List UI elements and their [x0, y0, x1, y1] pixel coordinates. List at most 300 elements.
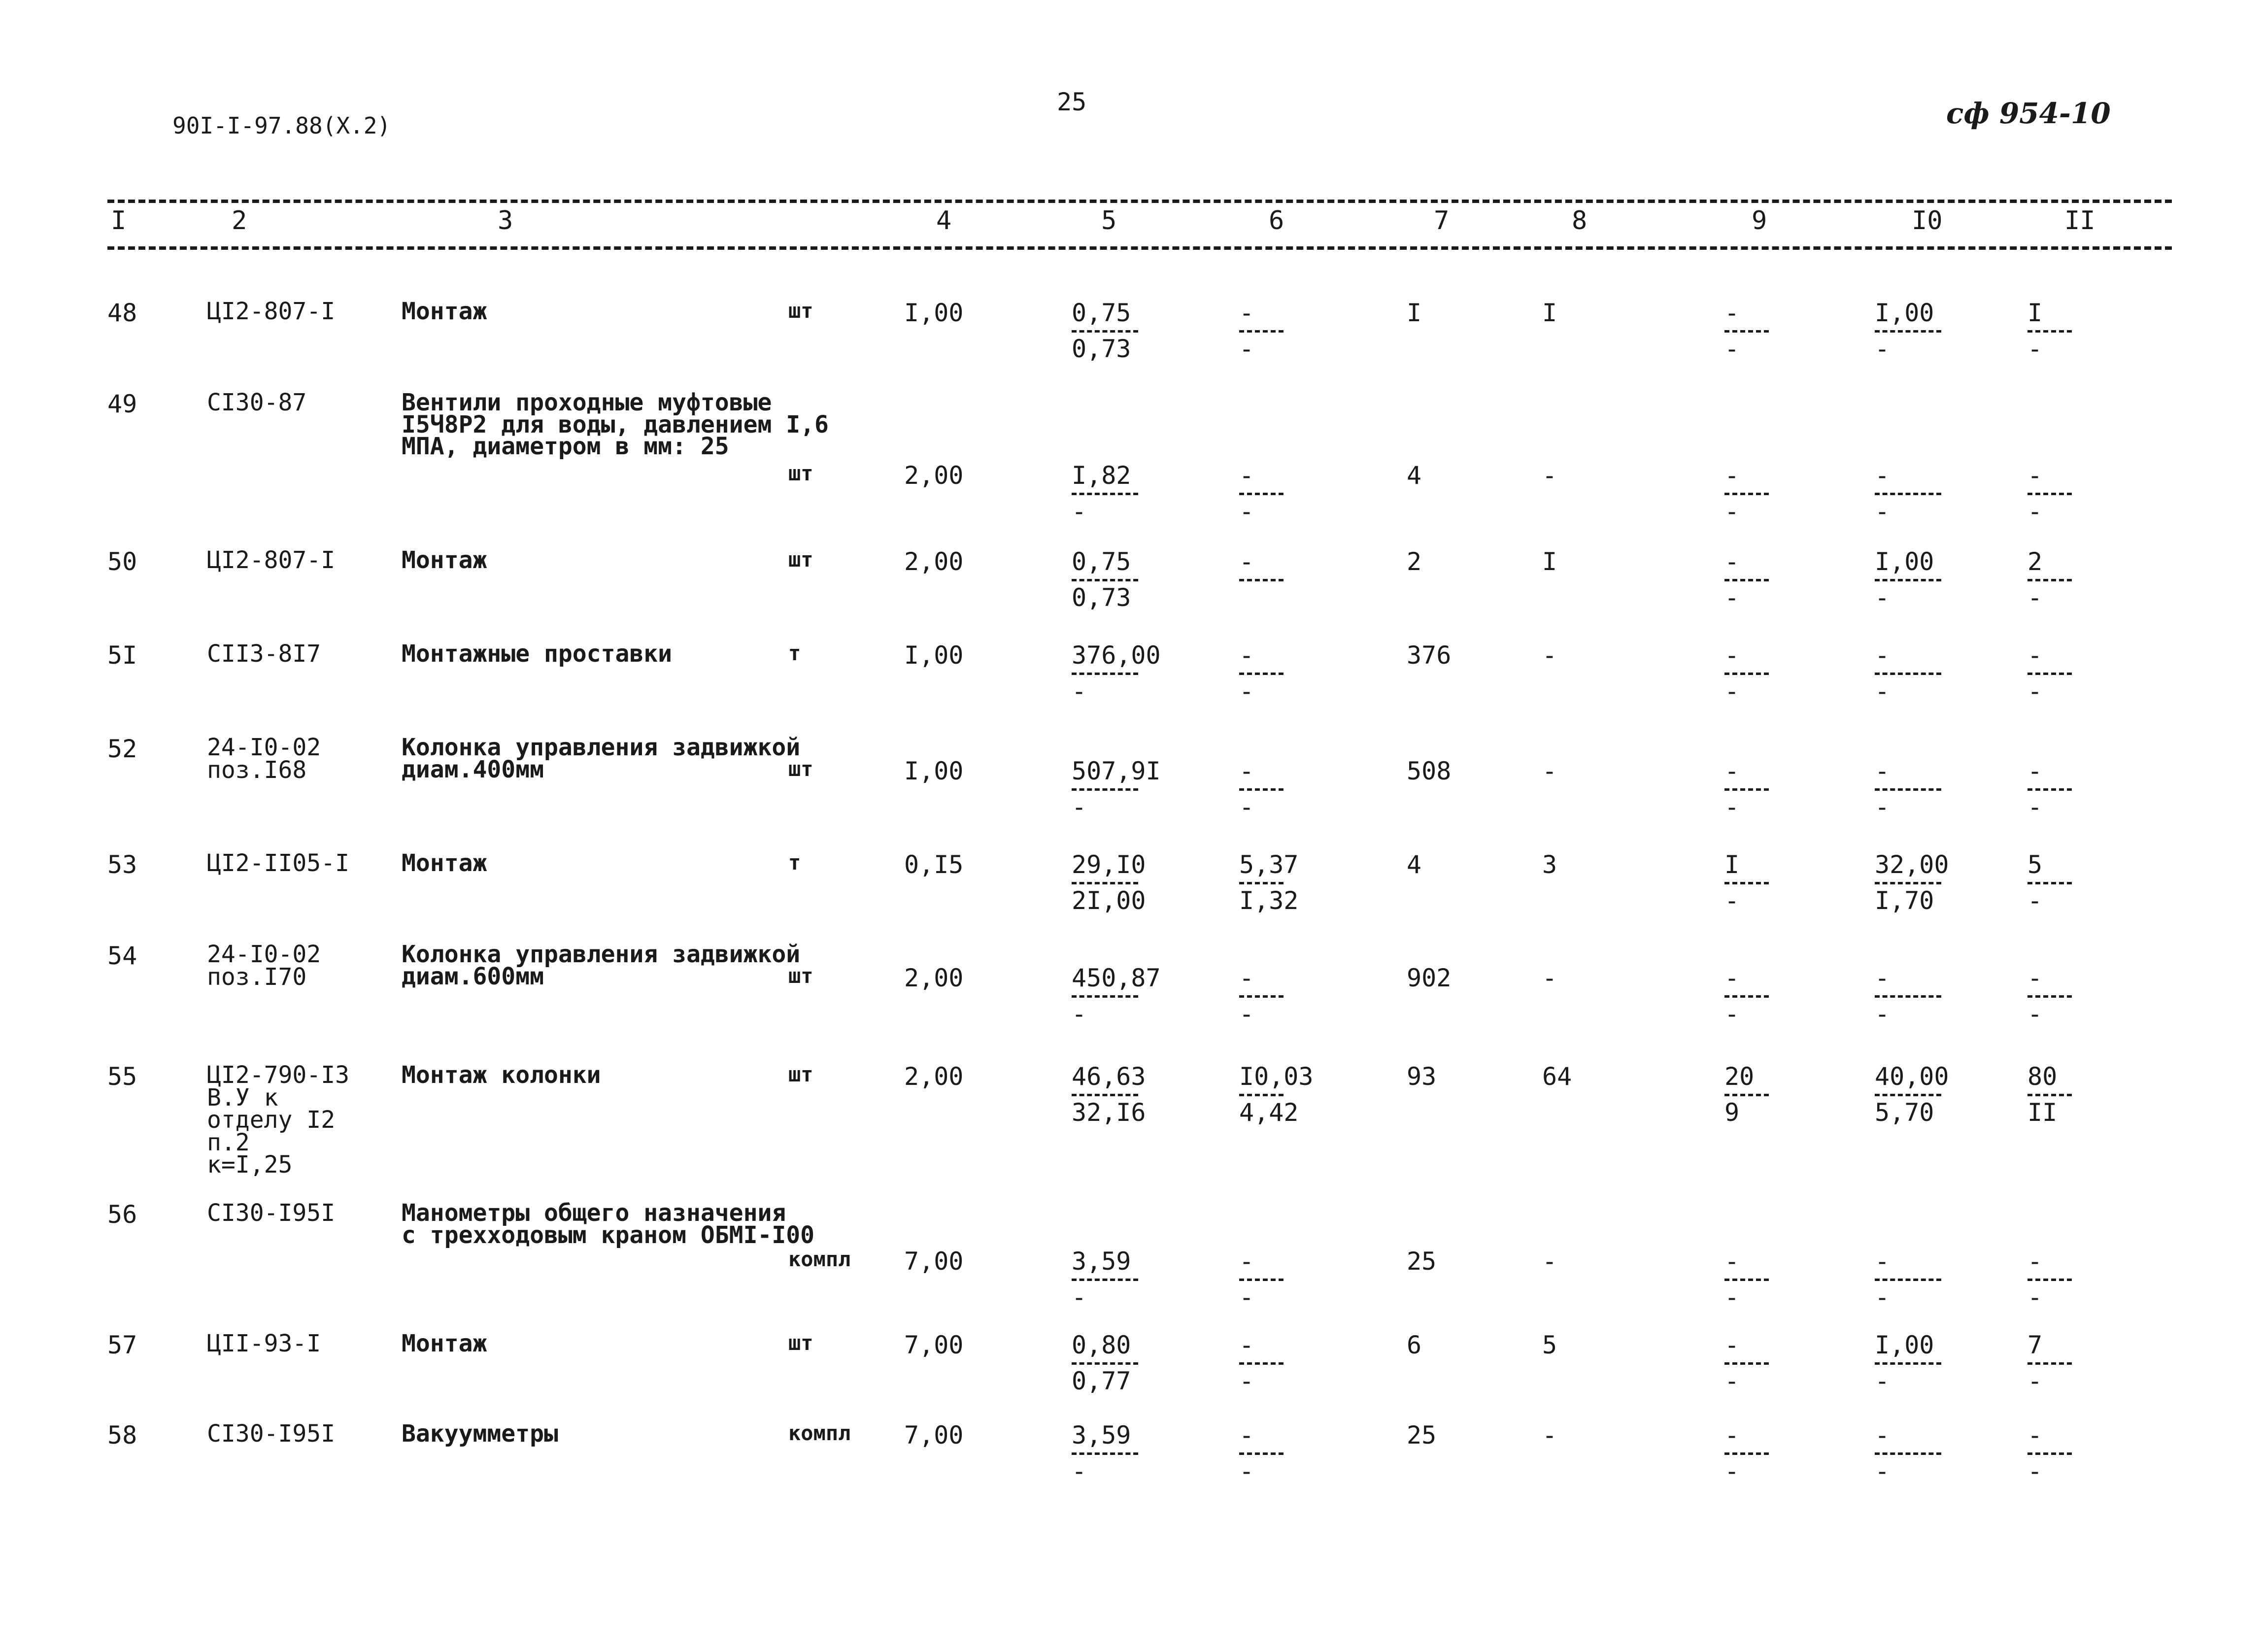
total-cost: 4: [1407, 461, 1422, 490]
labor-hours: [1875, 463, 1988, 524]
total-cost: 25: [1407, 1247, 1437, 1276]
unit-of-measure: шт: [788, 757, 813, 781]
labor-hours-denominator: -: [1875, 1367, 1890, 1395]
labor-hours: [1875, 1249, 1988, 1310]
labor-total-numerator: I: [2027, 299, 2043, 327]
labor-hours-denominator: -: [1875, 1283, 1890, 1312]
labor-total: [2027, 549, 2141, 610]
work-description: Монтаж: [402, 1330, 487, 1357]
price-code: ЦI2-807-I: [207, 298, 336, 325]
labor-total: [2027, 1064, 2141, 1125]
labor-total: [2027, 966, 2141, 1026]
labor-hours-denominator: -: [1875, 497, 1890, 526]
labor-cost: 5: [1542, 1331, 1557, 1359]
unit-of-measure: шт: [788, 964, 813, 988]
labor-cost: I: [1542, 547, 1557, 576]
unit-of-measure: т: [788, 850, 801, 875]
handwritten-stamp: сф 954-10: [1946, 97, 2111, 130]
machine-total-fraction-line: [1724, 788, 1769, 791]
labor-total: [2027, 301, 2141, 361]
machine-total-fraction-line: [1724, 1362, 1769, 1365]
machine-cost-denominator: -: [1239, 335, 1254, 363]
labor-hours-numerator: -: [1875, 964, 1890, 992]
machine-cost-denominator: -: [1239, 1283, 1254, 1312]
labor-hours-denominator: -: [1875, 335, 1890, 363]
column-number: 2: [232, 206, 247, 236]
unit-cost-numerator: 3,59: [1072, 1421, 1131, 1450]
machine-cost-numerator: I0,03: [1239, 1062, 1314, 1091]
labor-hours-denominator: -: [1875, 1000, 1890, 1028]
labor-hours: [1875, 549, 1988, 610]
quantity: 7,00: [904, 1421, 964, 1450]
labor-hours-fraction-line: [1875, 1094, 1941, 1096]
unit-cost: [1072, 1064, 1185, 1125]
labor-cost: -: [1542, 461, 1557, 490]
machine-total: [1724, 643, 1838, 704]
total-cost: 2: [1407, 547, 1422, 576]
machine-cost-fraction-line: [1239, 882, 1283, 884]
unit-of-measure: шт: [788, 547, 813, 572]
machine-total: [1724, 301, 1838, 361]
labor-hours: [1875, 643, 1988, 704]
labor-cost: -: [1542, 641, 1557, 670]
machine-total: [1724, 852, 1838, 913]
page-number: 25: [1057, 88, 1087, 116]
machine-cost-denominator: I,32: [1239, 886, 1299, 915]
work-description: Монтаж: [402, 298, 487, 325]
machine-cost-denominator: -: [1239, 793, 1254, 821]
column-number: I0: [1912, 206, 1943, 236]
unit-cost-fraction-line: [1072, 1452, 1138, 1455]
unit-cost-numerator: 46,63: [1072, 1062, 1146, 1091]
column-number: 9: [1752, 206, 1767, 236]
total-cost: 902: [1407, 964, 1452, 992]
labor-hours-numerator: -: [1875, 641, 1890, 670]
unit-cost-numerator: 3,59: [1072, 1247, 1131, 1276]
unit-cost: [1072, 1423, 1185, 1483]
unit-of-measure: компл: [788, 1421, 851, 1445]
machine-total-denominator: -: [1724, 497, 1740, 526]
labor-total-numerator: -: [2027, 964, 2043, 992]
unit-cost-fraction-line: [1072, 330, 1138, 333]
total-cost: 4: [1407, 850, 1422, 879]
machine-cost: [1239, 759, 1352, 819]
machine-total-numerator: -: [1724, 1421, 1740, 1450]
price-code: ЦII-93-I: [207, 1330, 321, 1357]
quantity: 7,00: [904, 1331, 964, 1359]
machine-total-numerator: -: [1724, 1331, 1740, 1359]
unit-cost: [1072, 1249, 1185, 1310]
row-number: 53: [107, 850, 137, 879]
machine-cost: [1239, 1249, 1352, 1310]
row-number: 52: [107, 735, 137, 763]
quantity: 0,I5: [904, 850, 964, 879]
machine-cost-denominator: -: [1239, 1000, 1254, 1028]
machine-total-denominator: -: [1724, 1000, 1740, 1028]
unit-cost-denominator: 0,73: [1072, 335, 1131, 363]
column-number: 8: [1572, 206, 1587, 236]
machine-cost-denominator: -: [1239, 497, 1254, 526]
labor-hours: [1875, 1423, 1988, 1483]
unit-cost: [1072, 463, 1185, 524]
machine-total-denominator: -: [1724, 677, 1740, 706]
labor-hours: [1875, 1333, 1988, 1393]
machine-total-denominator: -: [1724, 886, 1740, 915]
quantity: I,00: [904, 757, 964, 785]
price-code: ЦI2-807-I: [207, 546, 336, 574]
machine-total-numerator: -: [1724, 547, 1740, 576]
labor-total-numerator: -: [2027, 1421, 2043, 1450]
machine-total-numerator: -: [1724, 1247, 1740, 1276]
quantity: I,00: [904, 299, 964, 327]
machine-total: [1724, 1064, 1838, 1125]
machine-cost-fraction-line: [1239, 330, 1283, 333]
labor-cost: 64: [1542, 1062, 1572, 1091]
machine-cost-fraction-line: [1239, 1452, 1283, 1455]
labor-total-fraction-line: [2027, 493, 2072, 495]
unit-cost: [1072, 549, 1185, 610]
unit-cost: [1072, 1333, 1185, 1393]
unit-cost-fraction-line: [1072, 1362, 1138, 1365]
work-description: Манометры общего назначения с трехходовым краном ОБМI-I00: [402, 1199, 815, 1249]
machine-total: [1724, 549, 1838, 610]
labor-total: [2027, 1333, 2141, 1393]
machine-total-numerator: I: [1724, 850, 1740, 879]
quantity: I,00: [904, 641, 964, 670]
machine-total-fraction-line: [1724, 882, 1769, 884]
work-description: Колонка управления задвижкой диам.600мм: [402, 941, 801, 990]
labor-cost: I: [1542, 299, 1557, 327]
labor-total-denominator: -: [2027, 1283, 2043, 1312]
price-code: ЦI2-790-I3 В.У к отделу I2 п.2 к=I,25: [207, 1061, 349, 1179]
labor-total-denominator: II: [2027, 1098, 2058, 1127]
unit-cost-denominator: -: [1072, 1283, 1087, 1312]
labor-total: [2027, 759, 2141, 819]
price-code: СI30-87: [207, 389, 307, 416]
machine-total-denominator: -: [1724, 1283, 1740, 1312]
machine-total-numerator: -: [1724, 299, 1740, 327]
unit-cost-denominator: -: [1072, 677, 1087, 706]
machine-total: [1724, 463, 1838, 524]
machine-cost: [1239, 301, 1352, 361]
column-number: 3: [498, 206, 513, 236]
labor-hours-numerator: I,00: [1875, 1331, 1934, 1359]
unit-cost-fraction-line: [1072, 995, 1138, 998]
labor-hours-numerator: I,00: [1875, 299, 1934, 327]
work-description: Вентили проходные муфтовые I5Ч8Р2 для воды, давлением I,6 МПА, диаметром в мм: 25: [402, 389, 829, 461]
machine-total-denominator: -: [1724, 335, 1740, 363]
machine-total-denominator: -: [1724, 1457, 1740, 1485]
labor-hours-fraction-line: [1875, 882, 1941, 884]
machine-total-fraction-line: [1724, 1279, 1769, 1281]
labor-cost: -: [1542, 964, 1557, 992]
quantity: 7,00: [904, 1247, 964, 1276]
quantity: 2,00: [904, 964, 964, 992]
labor-total-denominator: -: [2027, 886, 2043, 915]
unit-cost-denominator: 0,73: [1072, 583, 1131, 612]
unit-cost-denominator: -: [1072, 1457, 1087, 1485]
labor-hours: [1875, 301, 1988, 361]
machine-total-numerator: -: [1724, 461, 1740, 490]
unit-cost-fraction-line: [1072, 673, 1138, 675]
unit-cost-numerator: 0,75: [1072, 547, 1131, 576]
row-number: 56: [107, 1200, 137, 1229]
labor-total-denominator: -: [2027, 1367, 2043, 1395]
labor-total-denominator: -: [2027, 793, 2043, 821]
labor-total-fraction-line: [2027, 1452, 2072, 1455]
unit-cost-denominator: 0,77: [1072, 1367, 1131, 1395]
work-description: Монтаж: [402, 849, 487, 877]
labor-total-fraction-line: [2027, 1279, 2072, 1281]
labor-total-fraction-line: [2027, 1362, 2072, 1365]
machine-cost-numerator: -: [1239, 1421, 1254, 1450]
row-number: 5I: [107, 641, 137, 670]
machine-cost-numerator: -: [1239, 547, 1254, 576]
machine-cost-fraction-line: [1239, 1279, 1283, 1281]
labor-hours-fraction-line: [1875, 579, 1941, 581]
unit-cost-denominator: -: [1072, 793, 1087, 821]
row-number: 50: [107, 547, 137, 576]
unit-of-measure: шт: [788, 1331, 813, 1355]
labor-total: [2027, 463, 2141, 524]
machine-cost: [1239, 1423, 1352, 1483]
row-number: 57: [107, 1331, 137, 1359]
machine-total: [1724, 759, 1838, 819]
labor-total-numerator: 80: [2027, 1062, 2058, 1091]
machine-cost: [1239, 463, 1352, 524]
labor-hours-numerator: -: [1875, 1247, 1890, 1276]
labor-total-fraction-line: [2027, 995, 2072, 998]
unit-cost-numerator: 507,9I: [1072, 757, 1161, 785]
machine-total: [1724, 1423, 1838, 1483]
labor-total-denominator: -: [2027, 497, 2043, 526]
total-cost: 508: [1407, 757, 1452, 785]
row-number: 48: [107, 299, 137, 327]
price-code: СI30-I95I: [207, 1199, 336, 1227]
labor-total-numerator: -: [2027, 757, 2043, 785]
machine-cost-denominator: 4,42: [1239, 1098, 1299, 1127]
labor-total-denominator: -: [2027, 335, 2043, 363]
unit-cost-numerator: I,82: [1072, 461, 1131, 490]
labor-total-fraction-line: [2027, 788, 2072, 791]
row-number: 54: [107, 942, 137, 970]
unit-cost-fraction-line: [1072, 788, 1138, 791]
total-cost: I: [1407, 299, 1422, 327]
machine-cost-fraction-line: [1239, 579, 1283, 581]
unit-of-measure: шт: [788, 1062, 813, 1086]
labor-cost: -: [1542, 1421, 1557, 1450]
machine-cost-numerator: -: [1239, 964, 1254, 992]
labor-total: [2027, 643, 2141, 704]
machine-total-fraction-line: [1724, 673, 1769, 675]
total-cost: 25: [1407, 1421, 1437, 1450]
unit-cost-fraction-line: [1072, 493, 1138, 495]
work-description: Монтаж: [402, 546, 487, 574]
unit-cost-denominator: -: [1072, 497, 1087, 526]
machine-cost-numerator: -: [1239, 757, 1254, 785]
unit-cost: [1072, 759, 1185, 819]
unit-cost-fraction-line: [1072, 1279, 1138, 1281]
machine-cost: [1239, 852, 1352, 913]
machine-total-numerator: -: [1724, 641, 1740, 670]
machine-total-fraction-line: [1724, 579, 1769, 581]
machine-total-fraction-line: [1724, 493, 1769, 495]
labor-hours-fraction-line: [1875, 1452, 1941, 1455]
labor-hours: [1875, 852, 1988, 913]
labor-hours-fraction-line: [1875, 1362, 1941, 1365]
machine-cost-denominator: -: [1239, 677, 1254, 706]
labor-total-denominator: -: [2027, 677, 2043, 706]
labor-hours-fraction-line: [1875, 330, 1941, 333]
labor-cost: -: [1542, 757, 1557, 785]
machine-cost: [1239, 643, 1352, 704]
labor-hours: [1875, 966, 1988, 1026]
total-cost: 6: [1407, 1331, 1422, 1359]
labor-hours-denominator: I,70: [1875, 886, 1934, 915]
unit-of-measure: шт: [788, 299, 813, 323]
unit-cost-numerator: 29,I0: [1072, 850, 1146, 879]
labor-hours-fraction-line: [1875, 673, 1941, 675]
machine-cost-numerator: -: [1239, 461, 1254, 490]
machine-total-numerator: 20: [1724, 1062, 1755, 1091]
price-code: ЦI2-II05-I: [207, 849, 349, 877]
total-cost: 376: [1407, 641, 1452, 670]
labor-hours-denominator: -: [1875, 1457, 1890, 1485]
machine-total-fraction-line: [1724, 1452, 1769, 1455]
machine-total: [1724, 1249, 1838, 1310]
labor-hours-fraction-line: [1875, 1279, 1941, 1281]
unit-cost: [1072, 301, 1185, 361]
labor-hours: [1875, 759, 1988, 819]
labor-total-denominator: -: [2027, 583, 2043, 612]
labor-total-denominator: -: [2027, 1000, 2043, 1028]
price-code: 24-I0-02 поз.I70: [207, 941, 321, 991]
machine-cost-numerator: -: [1239, 1247, 1254, 1276]
labor-cost: -: [1542, 1247, 1557, 1276]
machine-total-numerator: -: [1724, 757, 1740, 785]
unit-cost-denominator: -: [1072, 1000, 1087, 1028]
unit-of-measure: т: [788, 641, 801, 665]
price-code: 24-I0-02 поз.I68: [207, 734, 321, 784]
labor-total: [2027, 1249, 2141, 1310]
labor-hours-denominator: 5,70: [1875, 1098, 1934, 1127]
unit-cost-fraction-line: [1072, 882, 1138, 884]
machine-total-denominator: 9: [1724, 1098, 1740, 1127]
labor-hours-numerator: -: [1875, 461, 1890, 490]
machine-total-denominator: -: [1724, 793, 1740, 821]
price-code: СI30-I95I: [207, 1420, 336, 1448]
column-number: I: [111, 206, 127, 236]
machine-cost: [1239, 1064, 1352, 1125]
quantity: 2,00: [904, 547, 964, 576]
unit-cost: [1072, 852, 1185, 913]
machine-total: [1724, 1333, 1838, 1393]
column-number: 7: [1434, 206, 1450, 236]
labor-hours-fraction-line: [1875, 788, 1941, 791]
unit-cost: [1072, 643, 1185, 704]
unit-cost-fraction-line: [1072, 1094, 1138, 1096]
total-cost: 93: [1407, 1062, 1437, 1091]
unit-cost-denominator: 2I,00: [1072, 886, 1146, 915]
machine-total-numerator: -: [1724, 964, 1740, 992]
labor-hours-fraction-line: [1875, 493, 1941, 495]
labor-total: [2027, 1423, 2141, 1483]
machine-total: [1724, 966, 1838, 1026]
unit-cost-numerator: 0,80: [1072, 1331, 1131, 1359]
machine-cost: [1239, 966, 1352, 1026]
labor-total-numerator: 2: [2027, 547, 2043, 576]
work-description: Монтажные проставки: [402, 640, 673, 668]
machine-cost-numerator: 5,37: [1239, 850, 1299, 879]
labor-total: [2027, 852, 2141, 913]
labor-total-numerator: 7: [2027, 1331, 2043, 1359]
row-number: 49: [107, 390, 137, 418]
machine-cost-fraction-line: [1239, 1094, 1283, 1096]
column-number: 5: [1101, 206, 1117, 236]
labor-hours-numerator: -: [1875, 1421, 1890, 1450]
machine-cost-fraction-line: [1239, 995, 1283, 998]
labor-hours-numerator: I,00: [1875, 547, 1934, 576]
labor-total-fraction-line: [2027, 882, 2072, 884]
machine-cost-fraction-line: [1239, 493, 1283, 495]
machine-cost-numerator: -: [1239, 1331, 1254, 1359]
labor-hours-denominator: -: [1875, 583, 1890, 612]
labor-hours-fraction-line: [1875, 995, 1941, 998]
column-number: 4: [936, 206, 952, 236]
labor-hours-numerator: 40,00: [1875, 1062, 1949, 1091]
unit-of-measure: шт: [788, 461, 813, 485]
machine-cost-numerator: -: [1239, 299, 1254, 327]
labor-total-numerator: -: [2027, 641, 2043, 670]
labor-total-numerator: 5: [2027, 850, 2043, 879]
quantity: 2,00: [904, 461, 964, 490]
machine-cost-denominator: -: [1239, 1367, 1254, 1395]
unit-of-measure: компл: [788, 1247, 851, 1271]
labor-hours: [1875, 1064, 1988, 1125]
machine-total-fraction-line: [1724, 995, 1769, 998]
machine-total-fraction-line: [1724, 1094, 1769, 1096]
labor-total-fraction-line: [2027, 1094, 2072, 1096]
row-number: 58: [107, 1421, 137, 1450]
labor-total-fraction-line: [2027, 579, 2072, 581]
labor-total-numerator: -: [2027, 1247, 2043, 1276]
unit-cost-numerator: 450,87: [1072, 964, 1161, 992]
machine-cost: [1239, 1333, 1352, 1393]
unit-cost-denominator: 32,I6: [1072, 1098, 1146, 1127]
unit-cost-numerator: 376,00: [1072, 641, 1161, 670]
machine-total-denominator: -: [1724, 1367, 1740, 1395]
work-description: Колонка управления задвижкой диам.400мм: [402, 734, 801, 783]
labor-total-denominator: -: [2027, 1457, 2043, 1485]
labor-hours-numerator: -: [1875, 757, 1890, 785]
unit-cost: [1072, 966, 1185, 1026]
labor-hours-numerator: 32,00: [1875, 850, 1949, 879]
machine-cost-denominator: -: [1239, 1457, 1254, 1485]
price-code: СII3-8I7: [207, 640, 321, 668]
unit-cost-numerator: 0,75: [1072, 299, 1131, 327]
machine-cost-fraction-line: [1239, 788, 1283, 791]
machine-total-fraction-line: [1724, 330, 1769, 333]
column-number: II: [2064, 206, 2095, 236]
machine-cost: [1239, 549, 1352, 585]
unit-cost-fraction-line: [1072, 579, 1138, 581]
machine-cost-fraction-line: [1239, 1362, 1283, 1365]
labor-cost: 3: [1542, 850, 1557, 879]
labor-total-fraction-line: [2027, 330, 2072, 333]
quantity: 2,00: [904, 1062, 964, 1091]
work-description: Монтаж колонки: [402, 1061, 601, 1089]
machine-total-denominator: -: [1724, 583, 1740, 612]
